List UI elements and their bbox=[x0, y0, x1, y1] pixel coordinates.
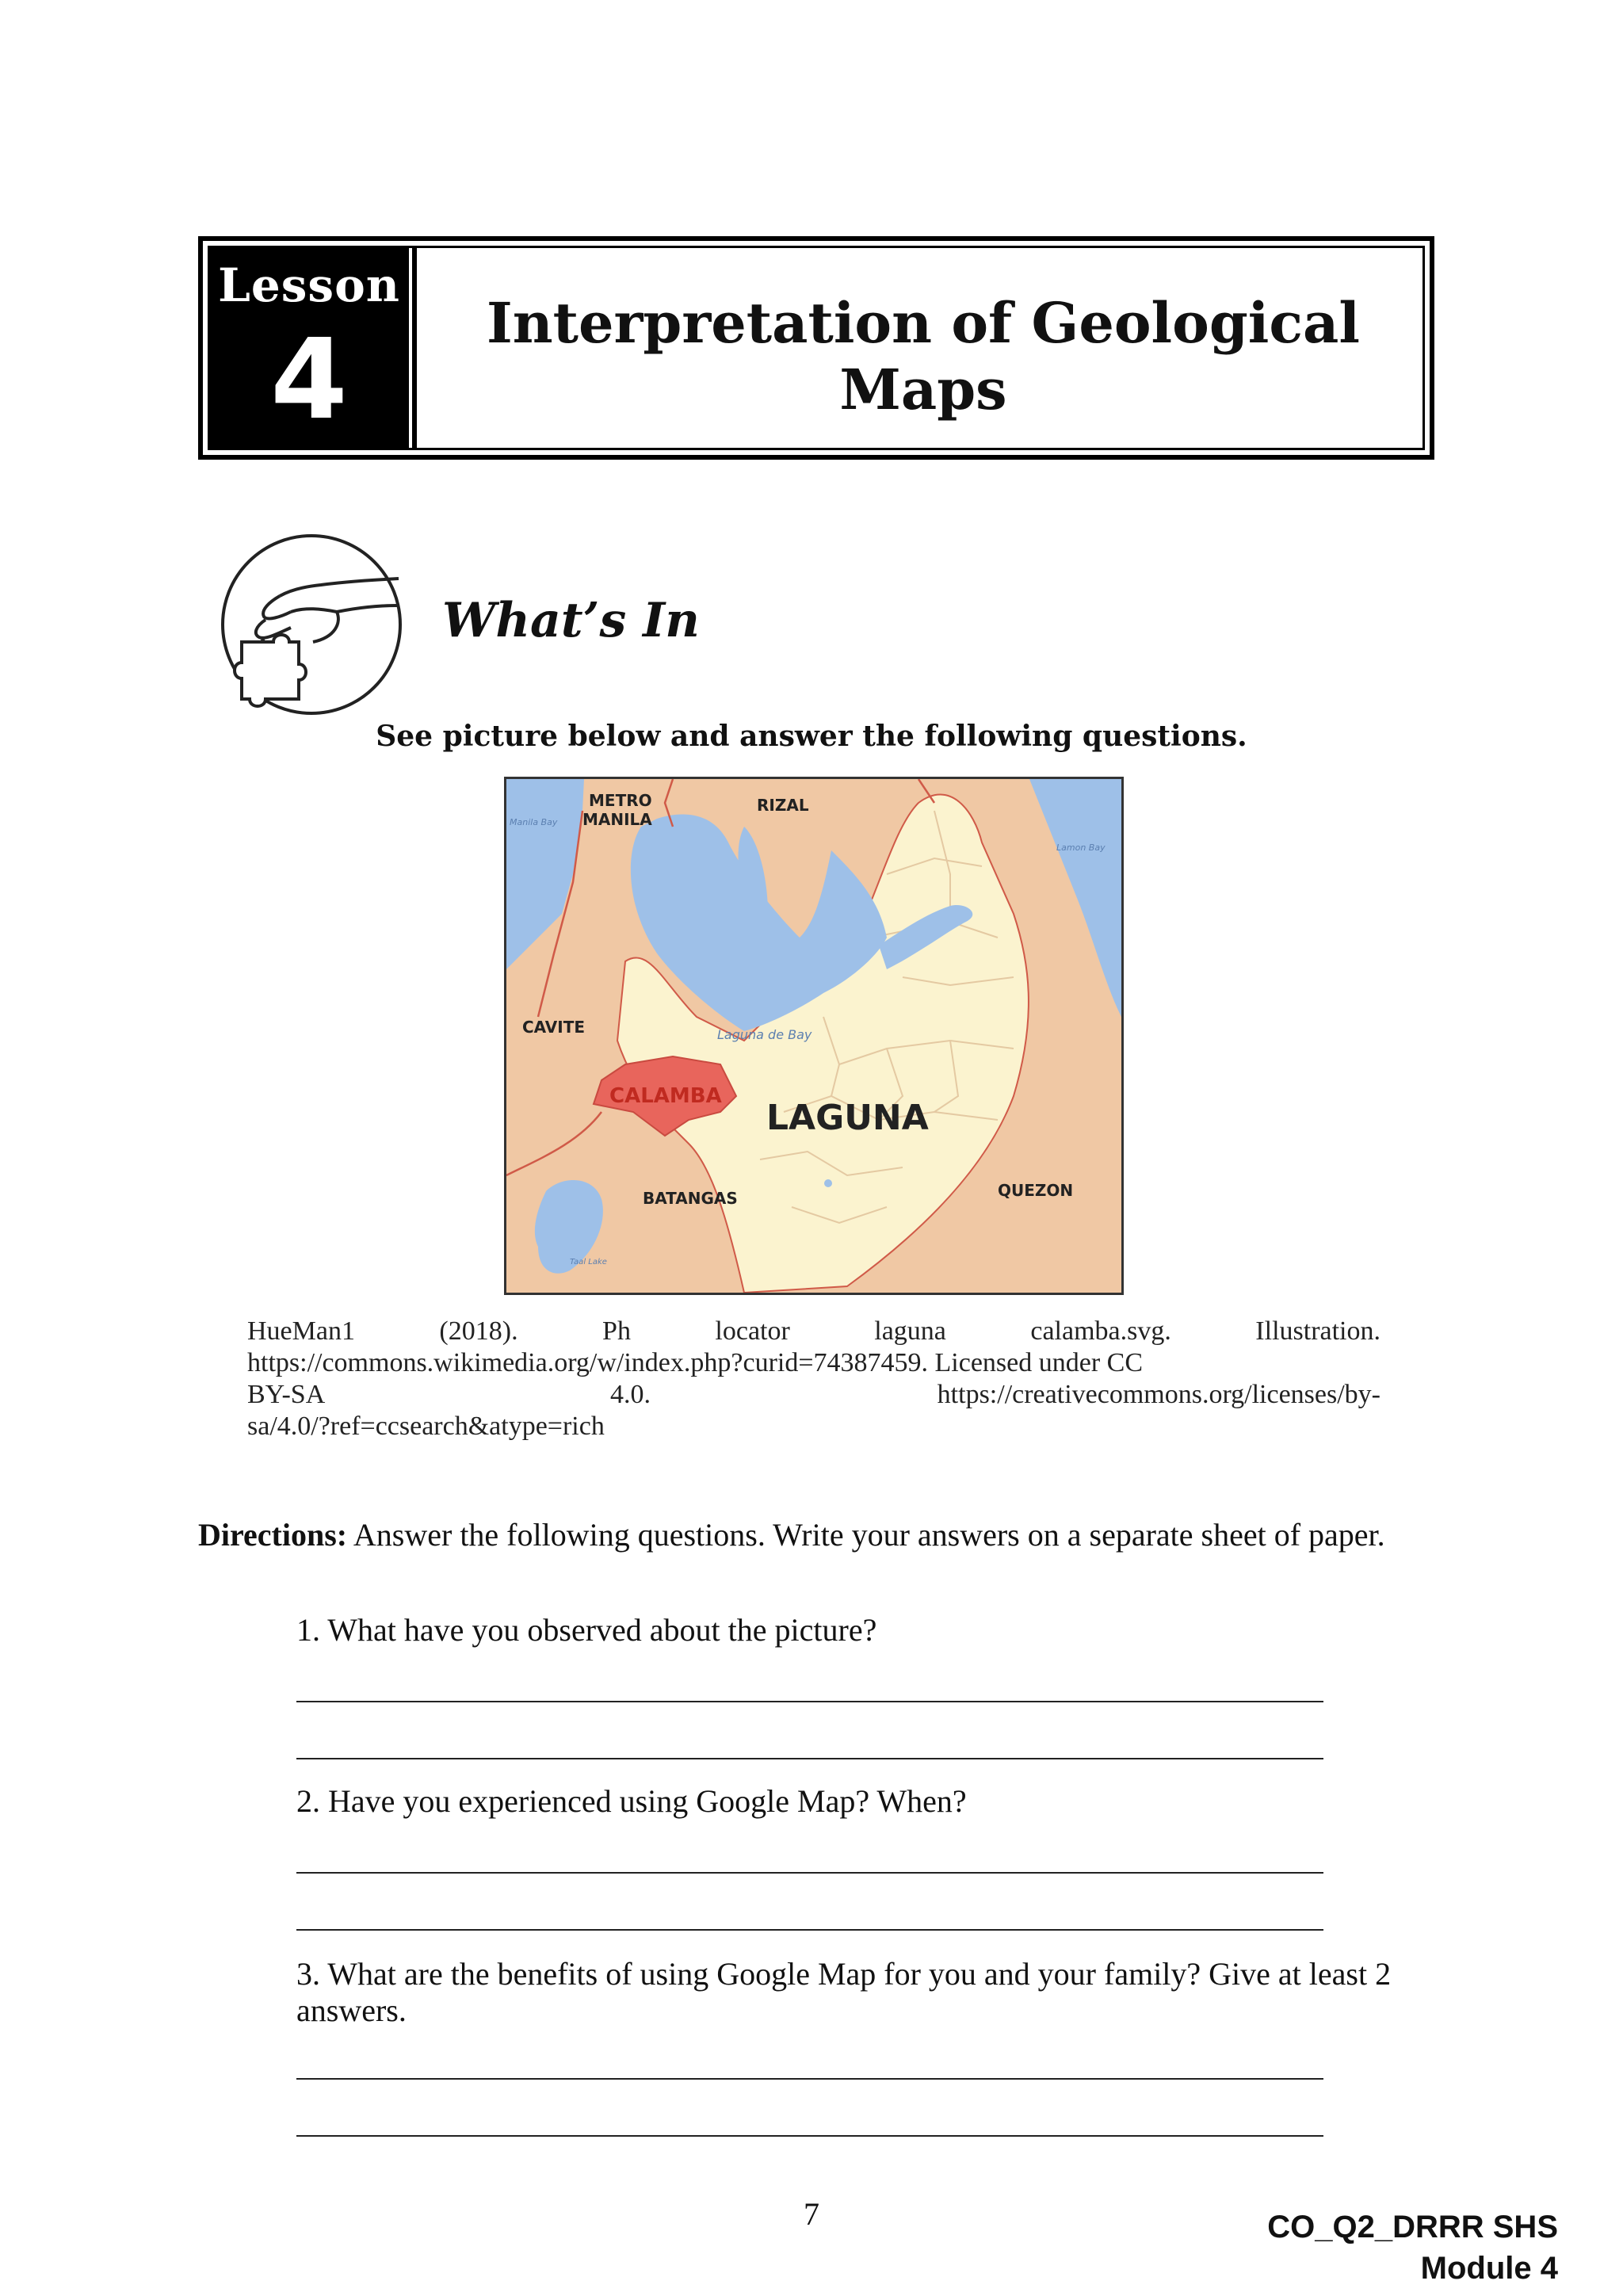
label-batangas: BATANGAS bbox=[643, 1189, 738, 1208]
label-metro: METRO bbox=[589, 791, 652, 810]
label-manila: MANILA bbox=[582, 810, 652, 829]
label-laguna-de-bay: Laguna de Bay bbox=[717, 1027, 812, 1042]
small-lake bbox=[824, 1179, 832, 1187]
directions-label: Directions: bbox=[198, 1517, 348, 1553]
label-taal-lake: Taal Lake bbox=[570, 1258, 607, 1266]
citation-line4: sa/4.0/?ref=ccsearch&atype=rich bbox=[247, 1412, 605, 1441]
label-rizal: RIZAL bbox=[757, 796, 809, 815]
label-quezon: QUEZON bbox=[998, 1181, 1074, 1200]
lesson-header bbox=[198, 236, 1434, 460]
answer-line[interactable] bbox=[296, 1929, 1323, 1931]
laguna-locator-map bbox=[504, 777, 1124, 1295]
section-title: What’s In bbox=[442, 593, 700, 648]
citation-line2: https://commons.wikimedia.org/w/index.php?curid=74387459. Licensed under CC bbox=[247, 1348, 1144, 1377]
label-laguna: LAGUNA bbox=[766, 1098, 929, 1138]
section-instruction: See picture below and answer the following questions. bbox=[376, 720, 1247, 753]
map-citation bbox=[247, 1316, 1381, 1442]
citation-line1: HueMan1 (2018). Ph locator laguna calamba.svg. Illustration. bbox=[247, 1316, 1381, 1346]
answer-line[interactable] bbox=[296, 2135, 1323, 2137]
question-2: 2. Have you experienced using Google Map? When? bbox=[296, 1783, 967, 1819]
answer-line[interactable] bbox=[296, 1872, 1323, 1874]
directions-text: Answer the following questions. Write your answers on a separate sheet of paper. bbox=[347, 1517, 1385, 1553]
answer-line[interactable] bbox=[296, 2078, 1323, 2080]
module-code-line2: Module 4 bbox=[1420, 2251, 1558, 2286]
module-code-line1: CO_Q2_DRRR SHS bbox=[1267, 2210, 1558, 2244]
lesson-number: 4 bbox=[270, 315, 348, 445]
lesson-title bbox=[433, 290, 1414, 423]
lesson-divider bbox=[412, 247, 417, 449]
answer-line[interactable] bbox=[296, 1758, 1323, 1759]
page-number: 7 bbox=[804, 2196, 819, 2232]
answer-line[interactable] bbox=[296, 1701, 1323, 1702]
question-1: 1. What have you observed about the picture? bbox=[296, 1612, 877, 1648]
module-code bbox=[1267, 2206, 1558, 2289]
label-calamba: CALAMBA bbox=[609, 1084, 722, 1108]
lesson-word: Lesson bbox=[218, 258, 400, 312]
label-cavite: CAVITE bbox=[522, 1018, 586, 1037]
label-manila-bay: Manila Bay bbox=[510, 817, 558, 827]
directions bbox=[198, 1517, 1442, 1553]
lesson-badge bbox=[209, 247, 409, 449]
lesson-title-line2: Maps bbox=[839, 357, 1007, 422]
lesson-title-line1: Interpretation of Geological bbox=[487, 290, 1360, 356]
hand-puzzle-piece-icon bbox=[218, 523, 408, 721]
label-lamon-bay: Lamon Bay bbox=[1056, 842, 1106, 853]
citation-line3: BY-SA 4.0. https://creativecommons.org/licenses/by- bbox=[247, 1380, 1381, 1409]
question-3: 3. What are the benefits of using Google Map for you and your family? Give at least 2 answers. bbox=[296, 1956, 1392, 2028]
